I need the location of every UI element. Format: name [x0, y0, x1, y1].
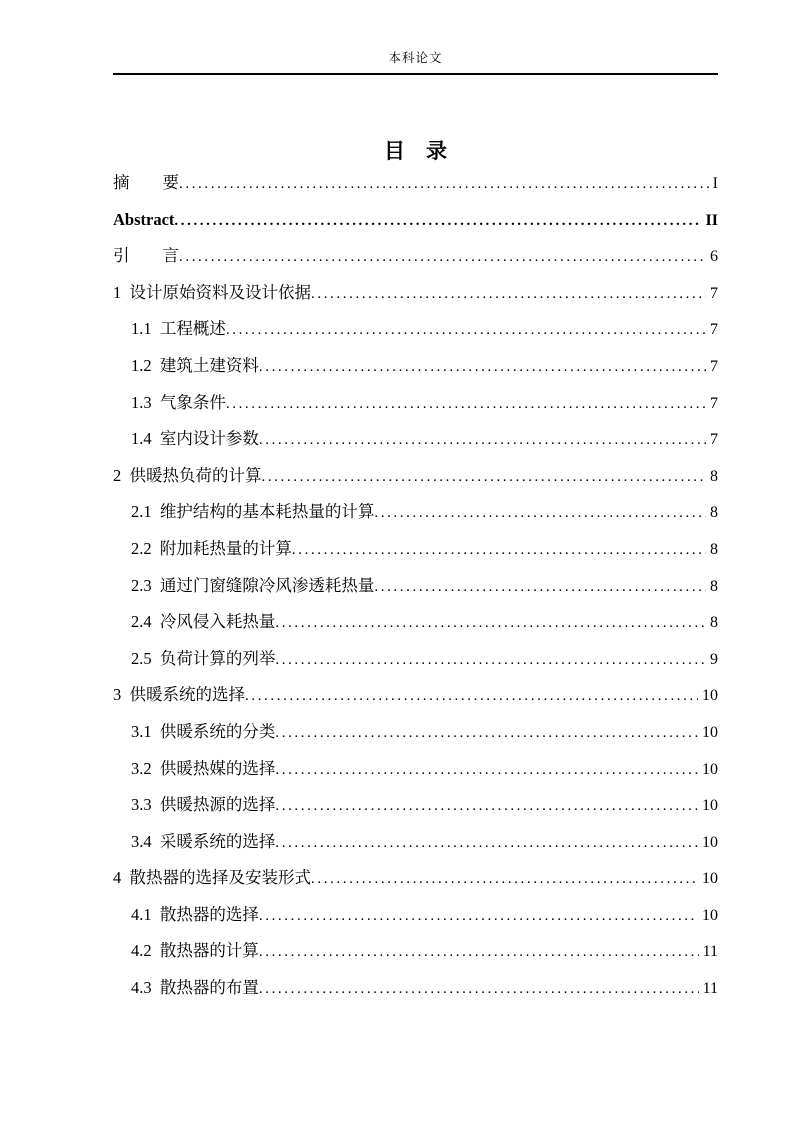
- dot-leader: [226, 312, 706, 349]
- toc-page-number: II: [705, 211, 718, 229]
- toc-entry-label: 3.1 供暖系统的分类: [131, 721, 276, 741]
- toc-entry[interactable]: [113, 458, 718, 495]
- toc-entry[interactable]: [113, 860, 718, 897]
- dot-leader: [259, 934, 699, 971]
- toc-entry-label: 1.1 工程概述: [131, 319, 226, 339]
- toc-entry-label: 3 供暖系统的选择: [113, 685, 245, 705]
- toc-entry-label: 1.4 室内设计参数: [131, 429, 259, 449]
- toc-page-number: 7: [710, 321, 718, 339]
- dot-leader: [275, 605, 706, 642]
- toc-entry-label: 2.4 冷风侵入耗热量: [131, 612, 276, 632]
- dot-leader: [275, 752, 698, 789]
- dot-leader: [292, 532, 706, 569]
- toc-entry[interactable]: [113, 238, 718, 275]
- toc-entry[interactable]: [113, 787, 718, 824]
- toc-entry-label: 2.3 通过门窗缝隙冷风渗透耗热量: [131, 575, 375, 595]
- toc-entry[interactable]: [113, 275, 718, 312]
- dot-leader: [275, 715, 698, 752]
- toc-page-number: 6: [710, 248, 718, 266]
- dot-leader: [374, 495, 706, 532]
- toc-entry-label: 1.2 建筑土建资料: [131, 355, 259, 375]
- toc-entry[interactable]: [113, 641, 718, 678]
- toc-list: [113, 165, 718, 1007]
- toc-page-number: 10: [702, 833, 718, 851]
- toc-page-number: 7: [710, 394, 718, 412]
- dot-leader: [275, 825, 698, 862]
- dot-leader: [259, 422, 706, 459]
- toc-entry-label: 3.2 供暖热媒的选择: [131, 758, 276, 778]
- toc-entry-label: 4 散热器的选择及安装形式: [113, 868, 311, 888]
- toc-entry-label: 1.3 气象条件: [131, 392, 226, 412]
- dot-leader: [275, 788, 698, 825]
- toc-entry[interactable]: [113, 531, 718, 568]
- toc-entry-label: 3.4 采暖系统的选择: [131, 831, 276, 851]
- dot-leader: [374, 569, 706, 606]
- toc-page-number: 11: [702, 943, 718, 961]
- toc-page-number: 10: [702, 906, 718, 924]
- toc-page-number: 10: [702, 687, 718, 705]
- toc-page-number: 11: [702, 980, 718, 998]
- dot-leader: [179, 239, 706, 276]
- toc-page-number: 10: [702, 723, 718, 741]
- toc-page-number: I: [712, 175, 718, 192]
- toc-page-number: 10: [702, 760, 718, 778]
- dot-leader: [245, 678, 698, 715]
- toc-entry[interactable]: [113, 677, 718, 714]
- toc-entry[interactable]: [113, 897, 718, 934]
- dot-leader: [259, 349, 706, 386]
- toc-page-number: 7: [710, 284, 718, 302]
- dot-leader: [262, 459, 707, 496]
- toc-page-number: 10: [702, 797, 718, 815]
- toc-entry-label: 3.3 供暖热源的选择: [131, 795, 276, 815]
- toc-entry-label: 1 设计原始资料及设计依据: [113, 282, 311, 302]
- toc-entry[interactable]: [113, 751, 718, 788]
- dot-leader: [174, 203, 701, 240]
- toc-page-number: 10: [702, 870, 718, 888]
- toc-entry[interactable]: [113, 165, 718, 202]
- page-header: [113, 43, 718, 75]
- toc-entry-label: 2.2 附加耗热量的计算: [131, 538, 292, 558]
- toc-title: 目 录: [384, 139, 447, 163]
- toc-entry-label: 4.1 散热器的选择: [131, 904, 259, 924]
- toc-entry[interactable]: [113, 568, 718, 605]
- toc-page-number: 8: [710, 467, 718, 485]
- header-text: 本科论文: [388, 51, 443, 65]
- toc-entry[interactable]: [113, 311, 718, 348]
- toc-page-number: 7: [710, 431, 718, 449]
- dot-leader: [259, 971, 699, 1008]
- toc-entry[interactable]: [113, 385, 718, 422]
- toc-entry-label: 2 供暖热负荷的计算: [113, 465, 262, 485]
- toc-page-number: 7: [710, 357, 718, 375]
- dot-leader: [259, 898, 698, 935]
- toc-page-number: 8: [710, 577, 718, 595]
- toc-entry-label: 4.2 散热器的计算: [131, 941, 259, 961]
- toc-entry[interactable]: [113, 824, 718, 861]
- toc-page-number: 9: [710, 650, 718, 668]
- dot-leader: [311, 861, 698, 898]
- toc-entry[interactable]: [113, 348, 718, 385]
- dot-leader: [179, 166, 709, 203]
- toc-page-number: 8: [710, 540, 718, 558]
- toc-entry-label: 2.1 维护结构的基本耗热量的计算: [131, 502, 375, 522]
- toc-entry-label: 4.3 散热器的布置: [131, 978, 259, 998]
- dot-leader: [311, 276, 706, 313]
- toc-page-number: 8: [710, 614, 718, 632]
- toc-entry[interactable]: [113, 933, 718, 970]
- toc-entry[interactable]: [113, 604, 718, 641]
- toc-entry[interactable]: [113, 421, 718, 458]
- toc-page-number: 8: [710, 504, 718, 522]
- toc-entry[interactable]: [113, 970, 718, 1007]
- toc-entry-label: 引 言: [113, 246, 179, 266]
- dot-leader: [275, 642, 706, 679]
- toc-entry[interactable]: [113, 714, 718, 751]
- toc-entry-label: Abstract: [113, 209, 175, 229]
- toc-entry[interactable]: [113, 202, 718, 239]
- dot-leader: [226, 386, 706, 423]
- toc-entry-label: 摘 要: [113, 173, 179, 192]
- toc-entry-label: 2.5 负荷计算的列举: [131, 648, 276, 668]
- toc-entry[interactable]: [113, 494, 718, 531]
